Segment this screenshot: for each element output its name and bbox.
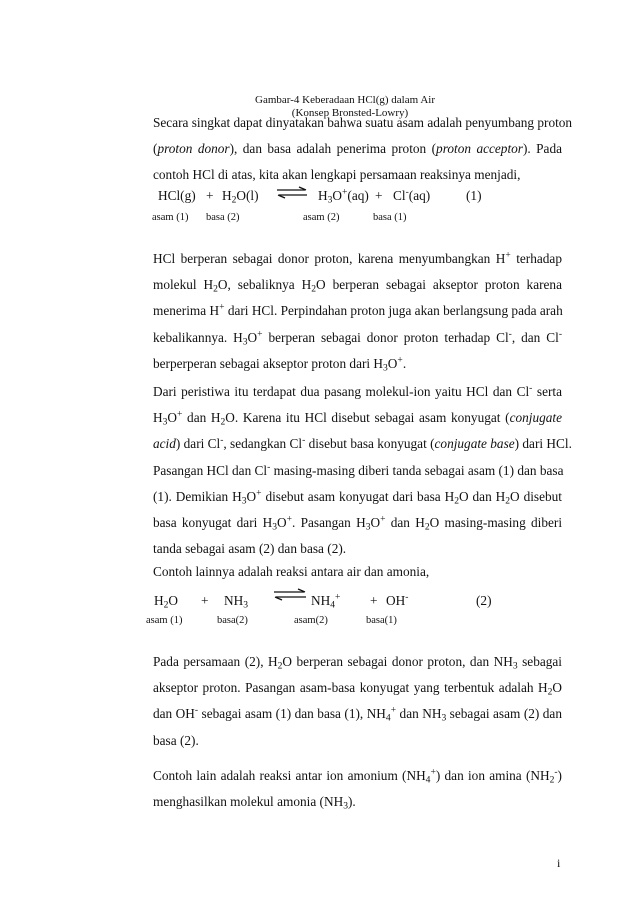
caption-title: Gambar-4 Keberadaan HCl(g) dalam Air (255, 94, 435, 106)
intro-line-1: Secara singkat dapat dinyatakan bahwa suatu asam adalah penyumbang proton (153, 115, 573, 130)
p6-line-1: Contoh lain adalah reaksi antar ion amonium $(NH_4^+)$ dan ion amina $(NH_2^-)$ (153, 766, 562, 786)
eq1-label-asam-1: asam (1) (152, 212, 189, 223)
p5-line-4: basa (2). (153, 732, 199, 748)
eq1-product-hydronium: $H_3O^+(aq)$ (318, 186, 369, 206)
intro-line-2: (proton donor), dan basa adalah penerima proton (proton acceptor). Pada (153, 141, 562, 157)
p5-line-2: akseptor proton. Pasangan asam-basa konyugat yang terbentuk adalah $H_2O$ (153, 680, 562, 698)
p3-line-3: acid) dari Cl-, sedangkan Cl- disebut basa konyugat (conjugate base) dari HCl. (153, 435, 572, 452)
eq1-label-asam-2: asam (2) (303, 212, 340, 223)
paragraph-ammonia-intro (153, 559, 562, 585)
p5-line-3: dan OH- sebagai asam (1) dan basa (1), $NH_4^+$ dan $NH_3$ sebagai asam (2) dan (153, 705, 562, 724)
eq2-reactant-ammonia: $NH_3$ (224, 593, 248, 611)
p5-line-1: Pada persamaan (2), $H_2O$ berperan sebagai donor proton, dan $NH_3$ sebagai (153, 654, 562, 672)
p3-line-2: $H_3O^+$ dan $H_2O$. Karena itu HCl disebut sebagai asam konyugat (conjugate (153, 408, 562, 428)
paragraph-hcl-donor (153, 246, 562, 377)
p3-line-5: (1). Demikian $H_3O^+$ disebut asam konyugat dari basa $H_2O$ dan $H_2O$ disebut (153, 487, 562, 507)
p4-line-1: Contoh lainnya adalah reaksi antara air dan amonia, (153, 564, 430, 579)
eq2-product-hydroxide: OH- (386, 591, 409, 608)
eq1-reactant-hcl: HCl(g) (158, 188, 196, 203)
eq2-plus-1: + (201, 593, 209, 608)
eq2-number: (2) (476, 593, 492, 608)
intro-line-3: contoh HCl di atas, kita akan lengkapi persamaan reaksinya menjadi, (153, 167, 521, 183)
eq1-plus-2: + (375, 188, 383, 203)
intro-paragraph (153, 110, 573, 189)
p6-line-2: menghasilkan molekul amonia $(NH_3)$. (153, 794, 356, 812)
page-number: i (557, 856, 561, 870)
p2-line-1: HCl berperan sebagai donor proton, karena menyumbangkan H+ terhadap (153, 249, 562, 266)
eq2-plus-2: + (370, 593, 378, 608)
p3-line-1: Dari peristiwa itu terdapat dua pasang molekul-ion yaitu HCl dan Cl- serta (153, 382, 562, 399)
equilibrium-arrow-icon (272, 588, 308, 602)
eq2-product-ammonium: $NH_4^+$ (311, 591, 341, 611)
eq1-label-basa-2: basa (2) (206, 212, 240, 223)
p2-line-4: kebalikannya. $H_3O^+$ berperan sebagai donor proton terhadap Cl-, dan Cl- (153, 328, 562, 347)
caption-subtitle: (Konsep Bronsted-Lowry) (291, 106, 409, 119)
eq1-number: (1) (466, 188, 482, 203)
paragraph-ammonium-amide (153, 763, 562, 815)
eq1-plus-1: + (206, 188, 214, 203)
p2-line-3: menerima H+ dari HCl. Perpindahan proton juga akan berlangsung pada arah (153, 302, 563, 319)
eq2-label-asam-2: asam(2) (294, 615, 328, 626)
eq1-reactant-water: $H_2O(l)$ (222, 188, 259, 206)
p3-line-7: tanda sebagai asam (2) dan basa (2). (153, 541, 347, 557)
equilibrium-arrow-icon (275, 186, 309, 200)
p2-line-2: molekul $H_2O$, sebaliknya $H_2O$ berperan sebagai akseptor proton karena (153, 277, 562, 295)
eq2-reactant-water: $H_2O$ (154, 593, 178, 611)
paragraph-equation-2-explanation (153, 649, 562, 754)
eq2-label-basa-1: basa(1) (366, 615, 397, 626)
eq2-label-asam-1: asam (1) (146, 615, 183, 626)
paragraph-conjugate-pairs (153, 379, 572, 562)
eq1-product-chloride: Cl-(aq) (393, 186, 431, 203)
eq1-label-basa-1: basa (1) (373, 212, 407, 223)
p3-line-4: Pasangan HCl dan Cl- masing-masing diberi tanda sebagai asam (1) dan basa (153, 461, 564, 478)
eq2-label-basa-2: basa(2) (217, 615, 248, 626)
p3-line-6: basa konyugat dari $H_3O^+$. Pasangan $H_3O^+$ dan $H_2O$ masing-masing diberi (153, 513, 563, 533)
p2-line-5: berperperan sebagai akseptor proton dari $H_3O^+$. (153, 354, 407, 374)
